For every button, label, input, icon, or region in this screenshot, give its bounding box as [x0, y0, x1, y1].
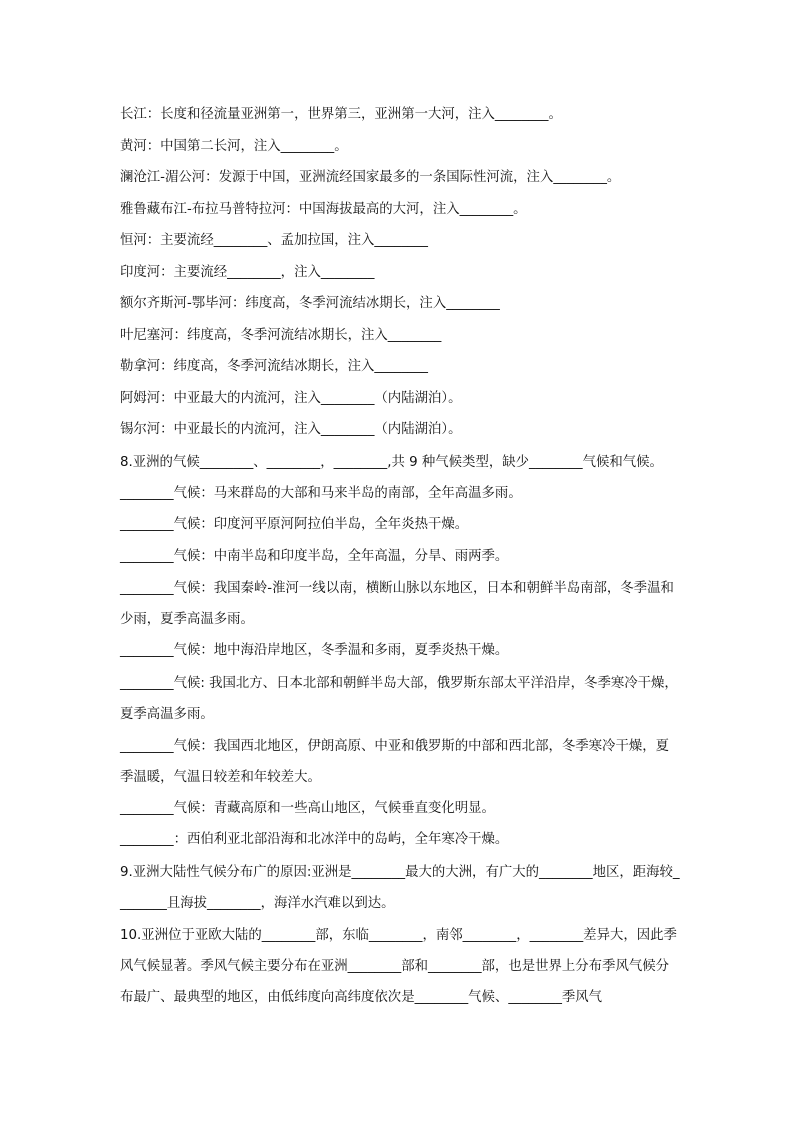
climate-item: ________气候：地中海沿岸地区，冬季温和多雨，夏季炎热干燥。	[120, 643, 509, 658]
question-8: 8.亚洲的气候________、________，________,共 9 种气候类型，缺少________气候和气候。	[120, 454, 663, 470]
climate-item: ________：西伯利亚北部沿海和北冰洋中的岛屿，全年寒冷干燥。	[120, 832, 509, 847]
climate-item: ________气候：马来群岛的大部和马来半岛的南部，全年高温多雨。	[120, 485, 522, 501]
question-9: 9.亚洲大陆性气候分布广的原因:亚洲是________最大的大洲，有广大的________地区，距海较________且海拔________，海洋水汽难以到达。	[120, 864, 680, 911]
climate-item: ________气候：我国西北地区，伊朗高原、中亚和俄罗斯的中部和西北部，冬季寒冷干燥，夏季温暖，气温日较差和年较差大。	[120, 738, 670, 785]
climate-item: ________气候：青藏高原和一些高山地区，气候垂直变化明显。	[120, 800, 495, 816]
climate-item: ________气候：中南半岛和印度半岛，全年高温，分旱、雨两季。	[120, 548, 509, 564]
question-10: 10.亚洲位于亚欧大陆的________部，东临________，南邻________，________差异大，因此季风气候显著。季风气候主要分布在亚洲________部和________部，也是世界上分布季风气候分布最广、最典型的地区，由低纬度向高纬度依次是________气候、________季风气	[120, 927, 677, 1005]
river-changjiang: 长江：长度和径流量亚洲第一，世界第三，亚洲第一大河，注入________。	[120, 107, 562, 122]
climate-item: ________气候: 我国北方、日本北部和朝鲜半岛大部，俄罗斯东部太平洋沿岸，冬季寒冷干燥，夏季高温多雨。	[120, 675, 678, 722]
river-yarlung-brahmaputra: 雅鲁藏布江-布拉马普特拉河：中国海拔最高的大河，注入________。	[120, 201, 527, 217]
river-huanghe: 黄河：中国第二长河，注入________。	[120, 138, 348, 154]
climate-item: ________气候：印度河平原河阿拉伯半岛，全年炎热干燥。	[120, 517, 469, 532]
river-irtysh-ob: 额尔齐斯河-鄂毕河：纬度高，冬季河流结冰期长，注入________	[120, 296, 500, 311]
river-syr-darya: 锡尔河：中亚最长的内流河，注入________（内陆湖泊）。	[120, 422, 462, 437]
climate-item: ________气候：我国秦岭-淮河一线以南，横断山脉以东地区，日本和朝鲜半岛南部，冬季温和少雨，夏季高温多雨。	[120, 581, 674, 627]
river-ganges: 恒河：主要流经________、孟加拉国，注入________	[120, 233, 428, 248]
document-body	[120, 104, 680, 1018]
river-indus: 印度河：主要流经________，注入________	[120, 264, 375, 280]
river-yenisei: 叶尼塞河：纬度高，冬季河流结冰期长，注入________	[120, 327, 442, 343]
river-lancang-mekong: 澜沧江-湄公河：发源于中国，亚洲流经国家最多的一条国际性河流，注入________。	[120, 170, 621, 185]
river-lena: 勒拿河：纬度高，冬季河流结冰期长，注入________	[120, 359, 428, 374]
river-amu-darya: 阿姆河：中亚最大的内流河，注入________（内陆湖泊）。	[120, 390, 462, 406]
